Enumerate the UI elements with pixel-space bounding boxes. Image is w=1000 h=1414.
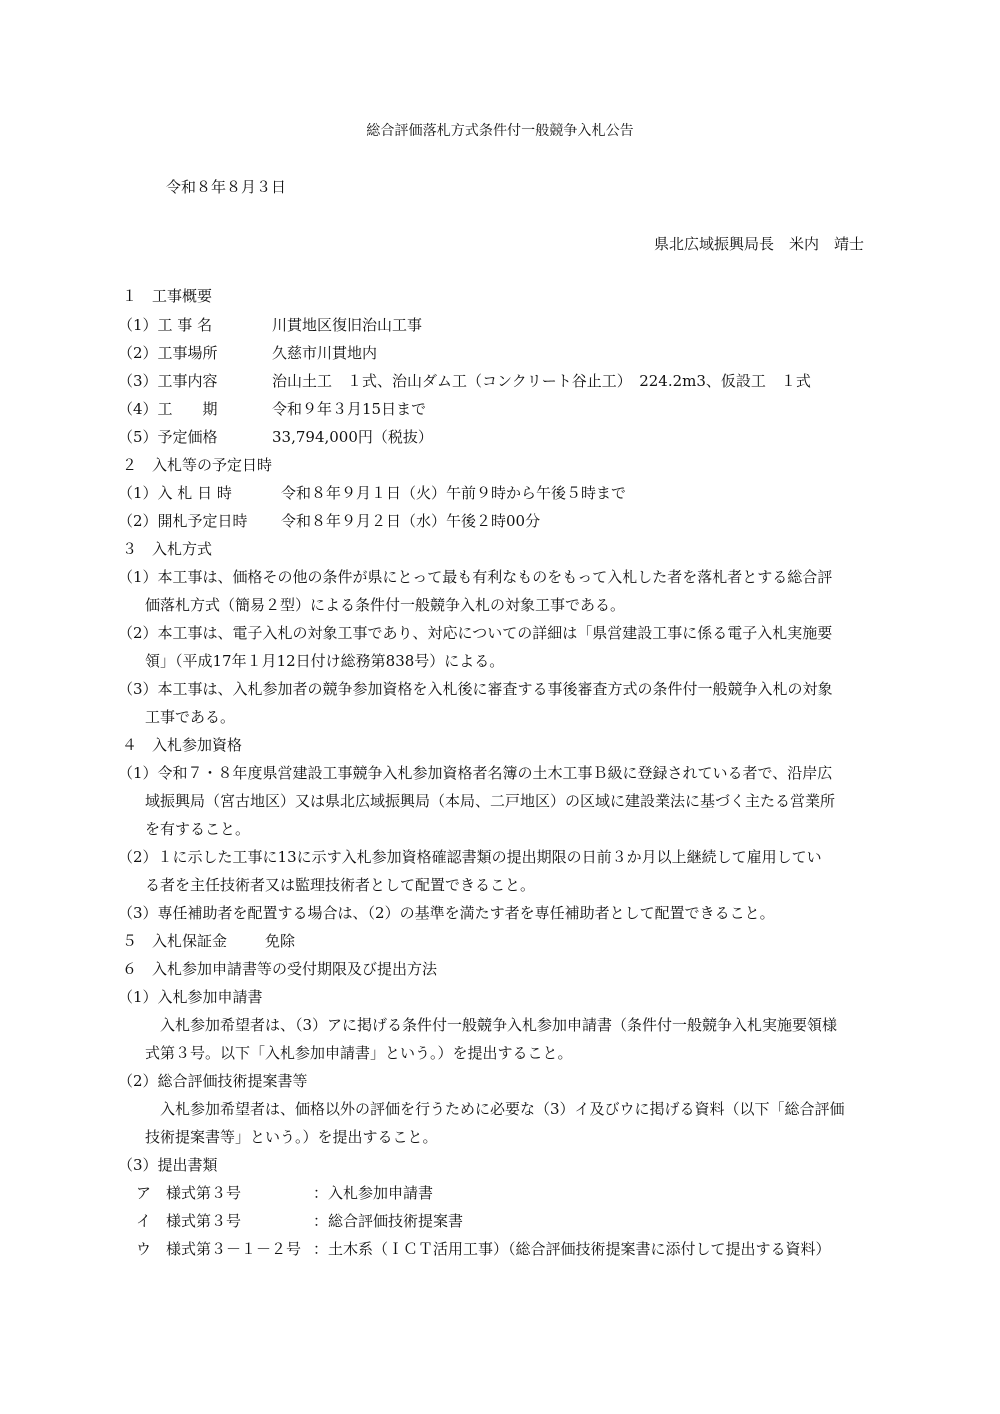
section-4-heading: ４ 入札参加資格 xyxy=(122,736,243,754)
section-5-row xyxy=(0,934,1000,954)
work-period-label: （4）工 期 xyxy=(118,400,218,418)
doc-desc-i: ：総合評価技術提案書 xyxy=(313,1212,464,1230)
estimated-price-label: （5）予定価格 xyxy=(118,428,218,446)
section-6-heading: ６ 入札参加申請書等の受付期限及び提出方法 xyxy=(122,960,438,978)
work-period-value: 令和９年３月15日まで xyxy=(272,400,427,418)
work-name-label: （1）工 事 名 xyxy=(118,316,213,334)
s3-p3-line1: （3）本工事は、入札参加者の競争参加資格を入札後に審査する事後審査方式の条件付一般競争入札の対象 xyxy=(118,680,833,698)
s4-p3-line1: （3）専任補助者を配置する場合は、（2）の基準を満たす者を専任補助者として配置できること。 xyxy=(118,904,775,922)
work-location-value: 久慈市川貫地内 xyxy=(272,344,378,362)
work-content-value: 治山土工 １式、治山ダム工（コンクリート谷止工） 224.2m3、仮設工 １式 xyxy=(272,372,811,390)
s4-p1-line3: を有すること。 xyxy=(145,820,251,838)
issue-date: 令和８年８月３日 xyxy=(166,178,287,196)
s4-p1-line1: （1）令和７・８年度県営建設工事競争入札参加資格者名簿の土木工事Ｂ級に登録されている者で、沿岸広 xyxy=(118,764,833,782)
work-period-row xyxy=(0,402,1000,422)
work-content-row xyxy=(0,374,1000,394)
s6-sub1-line2: 式第３号。以下「入札参加申請書」という。）を提出すること。 xyxy=(145,1044,573,1062)
section-5-heading: ５ 入札保証金 xyxy=(122,932,228,950)
s4-p2-line2: る者を主任技術者又は監理技術者として配置できること。 xyxy=(145,876,536,894)
document-title: 総合評価落札方式条件付一般競争入札公告 xyxy=(366,123,634,139)
work-location-label: （2）工事場所 xyxy=(118,344,218,362)
estimated-price-value: 33,794,000円（税抜） xyxy=(272,428,433,446)
s3-p1-line2: 価落札方式（簡易２型）による条件付一般競争入札の対象工事である。 xyxy=(145,596,626,614)
s6-sub3-heading: （3）提出書類 xyxy=(118,1156,218,1174)
bid-date-row xyxy=(0,486,1000,506)
opening-date-label: （2）開札予定日時 xyxy=(118,512,248,530)
opening-date-value: 令和８年９月２日（水）午後２時00分 xyxy=(281,512,541,530)
bid-date-label: （1）入 札 日 時 xyxy=(118,484,232,502)
work-name-row xyxy=(0,318,1000,338)
s4-p1-line2: 域振興局（宮古地区）又は県北広域振興局（本局、二戸地区）の区域に建設業法に基づく主たる営業所 xyxy=(145,792,836,810)
work-content-label: （3）工事内容 xyxy=(118,372,218,390)
doc-form-a: ア 様式第３号 xyxy=(136,1184,242,1202)
section-1-heading: １ 工事概要 xyxy=(122,287,213,305)
estimated-price-row xyxy=(0,430,1000,450)
doc-desc-a: ：入札参加申請書 xyxy=(313,1184,434,1202)
doc-desc-u: ：土木系（ＩＣＴ活用工事）（総合評価技術提案書に添付して提出する資料） xyxy=(313,1240,831,1258)
s3-p3-line2: 工事である。 xyxy=(145,708,236,726)
doc-row-i xyxy=(0,1214,1000,1234)
s4-p2-line1: （2）１に示した工事に13に示す入札参加資格確認書類の提出期限の日前３か月以上継続して雇用してい xyxy=(118,848,822,866)
s3-p1-line1: （1）本工事は、価格その他の条件が県にとって最も有利なものをもって入札した者を落札者とする総合評 xyxy=(118,568,833,586)
s3-p2-line1: （2）本工事は、電子入札の対象工事であり、対応についての詳細は「県営建設工事に係る電子入札実施要 xyxy=(118,624,833,642)
section-3-heading: ３ 入札方式 xyxy=(122,540,213,558)
s3-p2-line2: 領」（平成17年１月12日付け総務第838号）による。 xyxy=(145,652,505,670)
doc-form-u: ウ 様式第３－１－２号 xyxy=(136,1240,302,1258)
doc-row-a xyxy=(0,1186,1000,1206)
s6-sub2-line1: 入札参加希望者は、価格以外の評価を行うために必要な（3）イ及びウに掲げる資料（以下「総合評価 xyxy=(160,1100,845,1118)
doc-form-i: イ 様式第３号 xyxy=(136,1212,242,1230)
s6-sub2-heading: （2）総合評価技術提案書等 xyxy=(118,1072,308,1090)
s6-sub1-line1: 入札参加希望者は、（3）アに掲げる条件付一般競争入札参加申請書（条件付一般競争入札実施要領様 xyxy=(160,1016,838,1034)
s6-sub1-heading: （1）入札参加申請書 xyxy=(118,988,263,1006)
section-2-heading: ２ 入札等の予定日時 xyxy=(122,456,273,474)
work-name-value: 川貫地区復旧治山工事 xyxy=(272,316,423,334)
bid-bond-value: 免除 xyxy=(265,932,296,950)
s6-sub2-line2: 技術提案書等」という。）を提出すること。 xyxy=(145,1128,438,1146)
bid-date-value: 令和８年９月１日（火）午前９時から午後５時まで xyxy=(281,484,627,502)
work-location-row xyxy=(0,346,1000,366)
opening-date-row xyxy=(0,514,1000,534)
doc-row-u xyxy=(0,1242,1000,1262)
issuer-name: 県北広域振興局長 米内 靖士 xyxy=(653,235,864,253)
